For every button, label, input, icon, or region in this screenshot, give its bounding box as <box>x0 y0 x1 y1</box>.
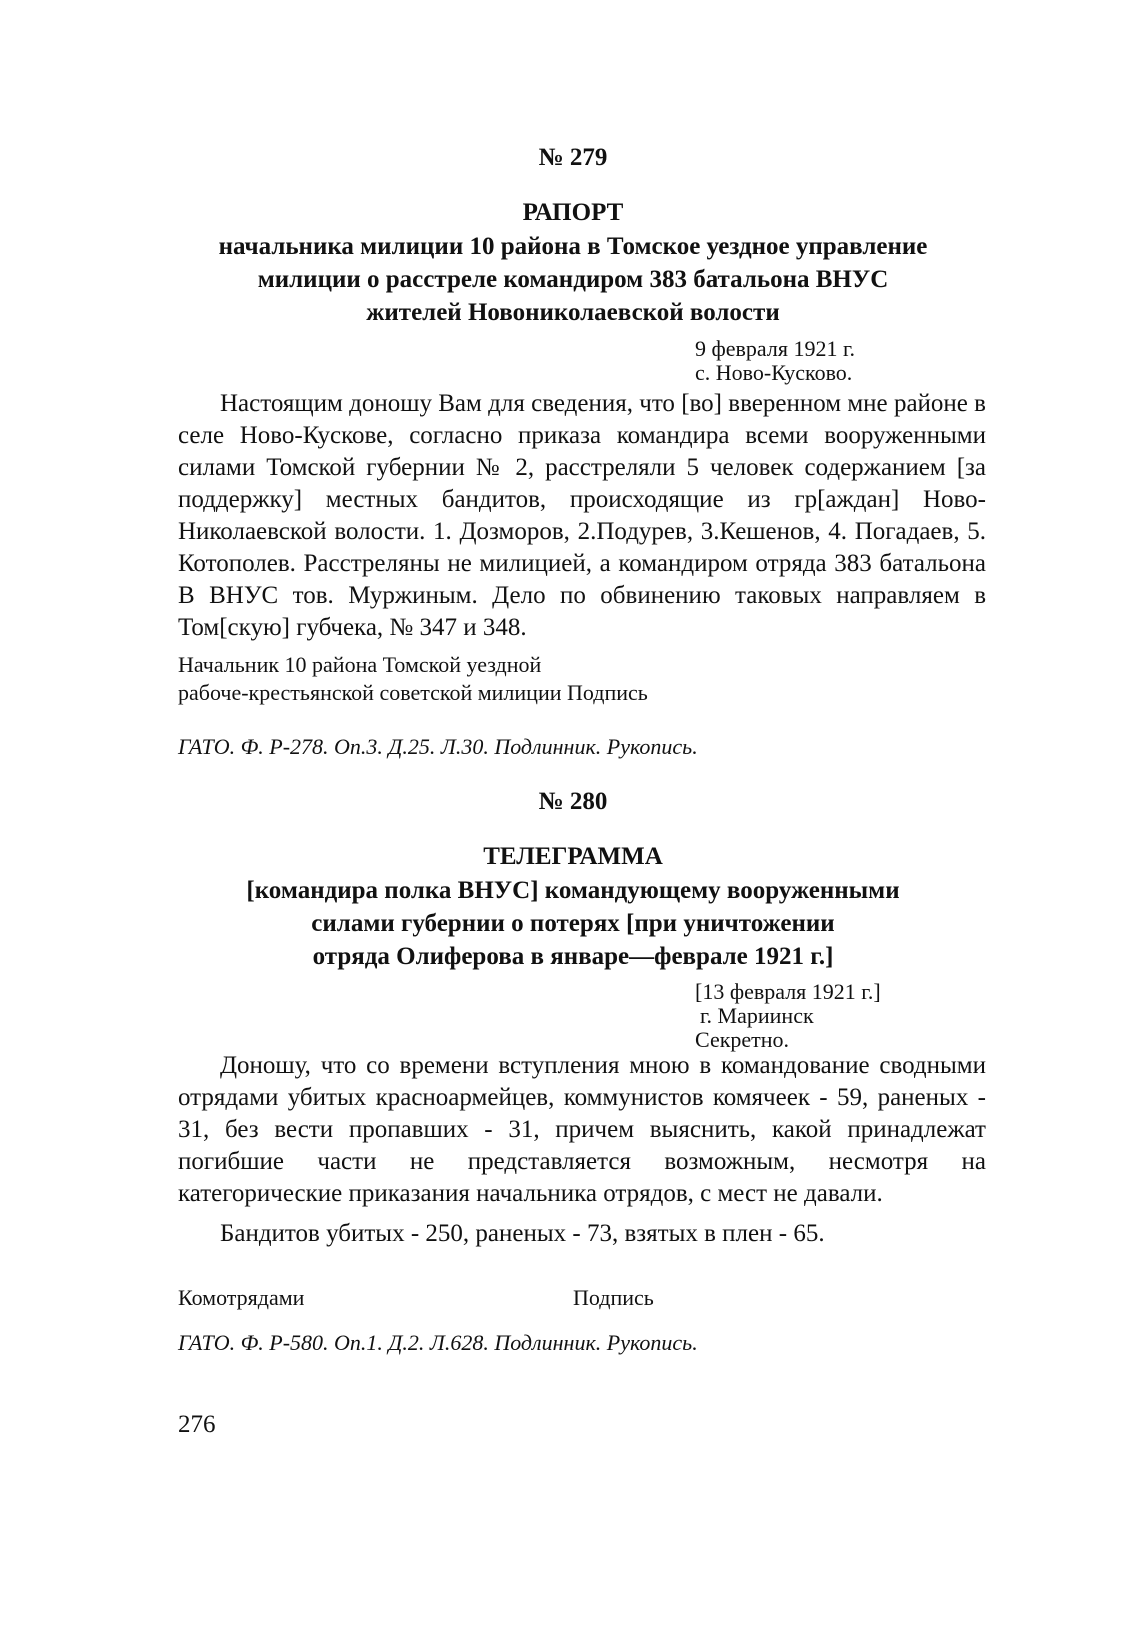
doc279-place: с. Ново-Кусково. <box>695 360 853 385</box>
doc280-place: г. Мариинск <box>700 1003 814 1028</box>
doc279-body <box>178 388 986 644</box>
doc279-date: 9 февраля 1921 г. <box>695 336 856 361</box>
doc280-signer: Комотрядами <box>178 1285 305 1310</box>
doc280-body <box>178 1050 986 1250</box>
page-number: 276 <box>178 1411 216 1438</box>
doc280-subtitle-line: [командира полка ВНУС] командующему вооруженными <box>246 877 900 904</box>
doc280-number: № 280 <box>538 788 608 815</box>
doc280-classification: Секретно. <box>695 1027 790 1052</box>
doc279-body-paragraph: Настоящим доношу Вам для сведения, что [во] вверенном мне районе в селе Ново-Кускове, согласно приказа командира всеми вооруженными силами Томской губернии № 2, расстреляли 5 человек содержанием [за поддержку] местных бандитов, происходящие из гр[аждан] Ново-Николаевской волости. 1. Дозморов, 2.Подурев, 3.Кешенов, 4. Погадаев, 5. Котополев. Расстреляны не милицией, а командиром отряда 383 батальона В ВНУС тов. Муржиным. Дело по обвинению таковых направляем в Том[скую] губчека, № 347 и 348. <box>178 390 986 641</box>
doc280-subtitle <box>160 874 986 973</box>
doc279-signature-line: Начальник 10 района Томской уездной <box>178 652 542 677</box>
doc280-body-paragraph: Доношу, что со времени вступления мною в командование сводными отрядами убитых красноармейцев, коммунистов комячеек - 59, раненых - 31, без вести пропавших - 31, причем выяснить, какой принадлежат погибшие части не представляется возможным, несмотря на категорические приказания начальника отрядов, с мест не давали. <box>178 1052 986 1207</box>
doc280-signature: Подпись <box>573 1285 654 1310</box>
doc280-archive-source: ГАТО. Ф. Р-580. Оп.1. Д.2. Л.628. Подлинник. Рукопись. <box>178 1330 698 1355</box>
doc280-type: ТЕЛЕГРАММА <box>483 843 663 870</box>
doc279-archive-source: ГАТО. Ф. Р-278. Оп.3. Д.25. Л.30. Подлинник. Рукопись. <box>178 734 698 759</box>
doc279-subtitle-line: начальника милиции 10 района в Томское уездное управление <box>218 233 928 260</box>
doc279-subtitle <box>160 230 986 329</box>
doc279-subtitle-line: жителей Новониколаевской волости <box>366 299 780 326</box>
doc280-subtitle-line: отряда Олиферова в январе—феврале 1921 г.] <box>312 943 834 970</box>
doc280-date: [13 февраля 1921 г.] <box>695 979 881 1004</box>
doc279-number: № 279 <box>538 144 608 171</box>
doc279-subtitle-line: милиции о расстреле командиром 383 батальона ВНУС <box>257 266 889 293</box>
doc280-body-paragraph: Бандитов убитых - 250, раненых - 73, взятых в плен - 65. <box>220 1220 825 1247</box>
doc279-type: РАПОРТ <box>522 199 624 226</box>
doc279-signature-line: рабоче-крестьянской советской милиции Подпись <box>178 680 648 705</box>
doc280-subtitle-line: силами губернии о потерях [при уничтожении <box>311 910 835 937</box>
